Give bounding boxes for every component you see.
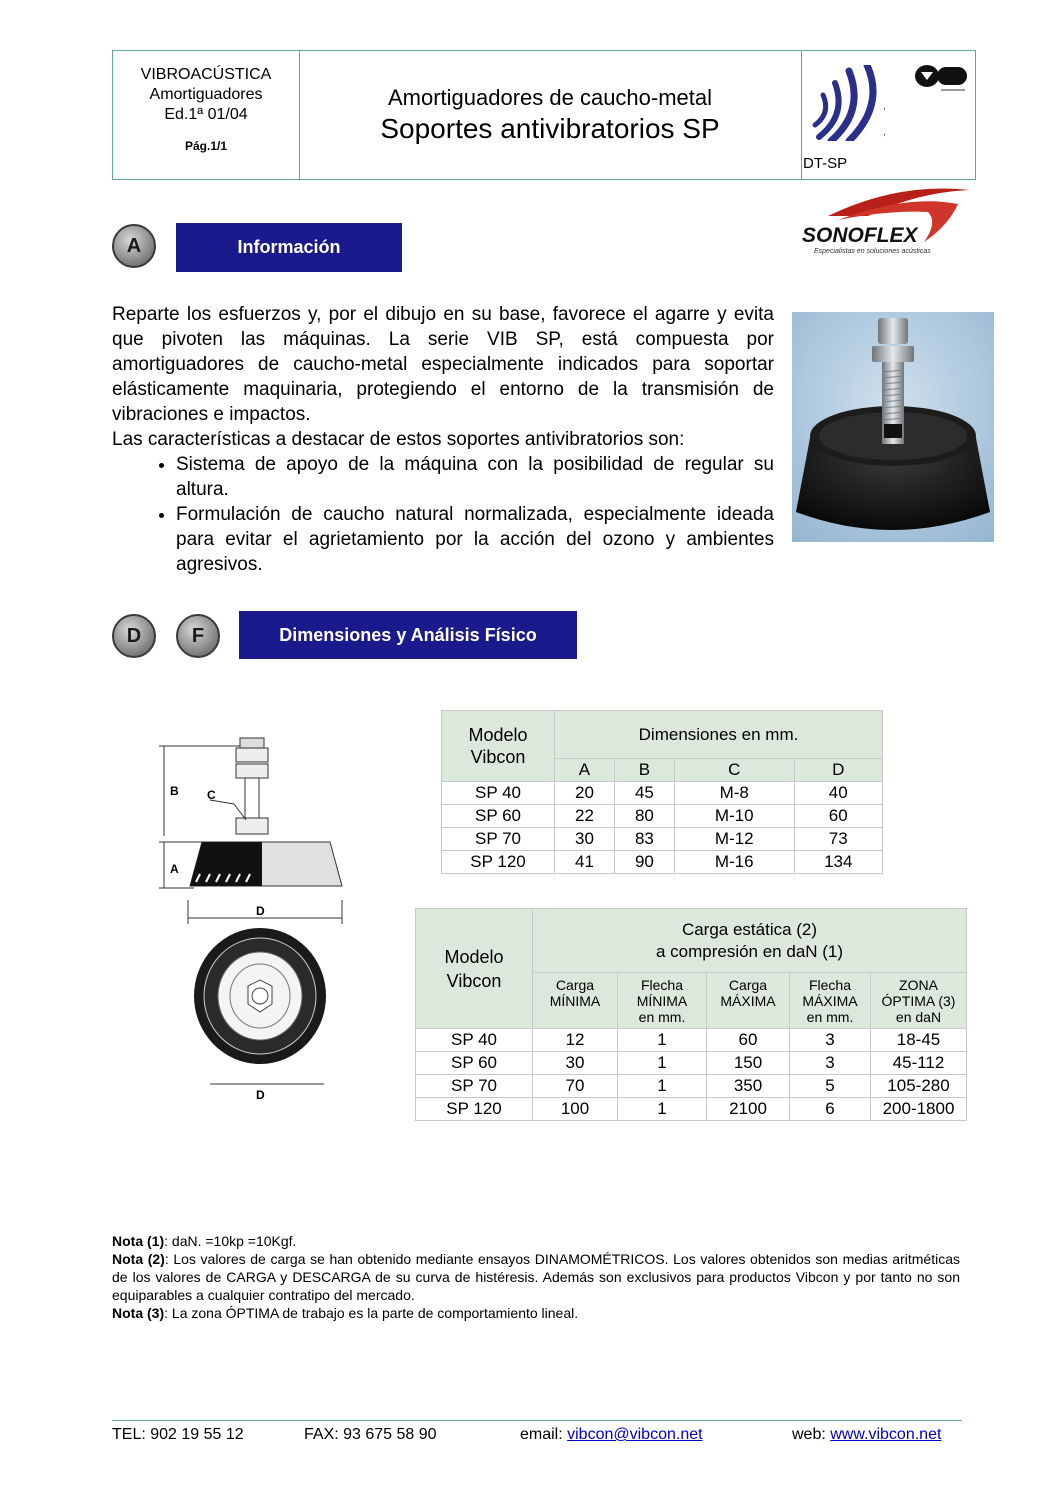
header-title-cell — [299, 51, 802, 179]
table-cell: M-8 — [674, 782, 794, 805]
note-item — [112, 1250, 960, 1304]
info-icon-letter: A — [126, 234, 142, 257]
table-cell: 1 — [618, 1098, 707, 1121]
header-title-line2: Soportes antivibratorios SP — [380, 113, 720, 144]
table-cell: 80 — [614, 805, 674, 828]
table-cell: 73 — [794, 828, 882, 851]
table-cell: 1 — [618, 1052, 707, 1075]
table-cell: 134 — [794, 851, 882, 874]
email-link[interactable]: vibcon@vibcon.net — [567, 1426, 703, 1443]
table-cell: 105-280 — [871, 1075, 967, 1098]
table-row — [416, 1098, 967, 1121]
feature-item: • Formulación de caucho natural normalizada, especialmente ideada para evitar el agrietamiento por la acción del ozono y ambientes agresivos. — [176, 502, 774, 577]
table-cell: SP 40 — [416, 1029, 533, 1052]
column-header-line: MÁXIMA — [720, 992, 776, 1009]
table-row — [416, 1029, 967, 1052]
table-cell: 22 — [555, 805, 615, 828]
dimensions-section-header — [239, 611, 577, 659]
table-cell: 30 — [533, 1052, 618, 1075]
model-header-line2: Vibcon — [446, 970, 502, 991]
column-header-line — [533, 1009, 617, 1025]
column-header: B — [614, 759, 674, 782]
technical-drawing — [154, 724, 354, 1104]
note-text: : La zona ÓPTIMA de trabajo es la parte de comportamiento lineal. — [164, 1305, 579, 1321]
notes — [112, 1232, 960, 1322]
table-cell: SP 60 — [416, 1052, 533, 1075]
note-item — [112, 1232, 960, 1250]
header-title-line1: Amortiguadores de caucho-metal — [387, 85, 713, 110]
column-header-line: Flecha — [808, 976, 852, 993]
table-cell: 40 — [794, 782, 882, 805]
model-header-line1: Modelo — [444, 946, 504, 967]
column-header-line: ZONA — [899, 976, 938, 993]
table-cell: 200-1800 — [871, 1098, 967, 1121]
feature-item: • Sistema de apoyo de la máquina con la posibilidad de regular su altura. — [176, 452, 774, 502]
info-section-label: Información — [237, 237, 341, 257]
table-row — [416, 1075, 967, 1098]
info-paragraph-2: Las características a destacar de estos soportes antivibratorios son: — [112, 429, 685, 450]
footer-tel: TEL: 902 19 55 12 — [112, 1426, 244, 1443]
header-dept: VIBROACÚSTICA — [140, 66, 272, 83]
header-page: Pág.1/1 — [184, 139, 228, 153]
model-header — [416, 909, 533, 1029]
table-cell: 1 — [618, 1075, 707, 1098]
table-cell: M-16 — [674, 851, 794, 874]
table-cell: M-10 — [674, 805, 794, 828]
table-cell: 70 — [533, 1075, 618, 1098]
table-cell: M-12 — [674, 828, 794, 851]
column-header — [871, 973, 967, 1029]
header-doc-code: DT-SP — [803, 155, 848, 172]
table-cell: 18-45 — [871, 1029, 967, 1052]
info-paragraph-1: Reparte los esfuerzos y, por el dibujo en su base, favorece el agarre y evita que pivoten las máquinas. La serie VIB SP, está compuesta por amortiguadores de caucho-metal especialmente indicados para soportar elásticamente maquinaria, protegiendo el entorno de la transmisión de vibraciones e impactos. — [112, 304, 774, 425]
svg-text:,: , — [883, 101, 886, 112]
table-cell: 350 — [707, 1075, 790, 1098]
table-cell: 6 — [790, 1098, 871, 1121]
column-header-line: Flecha — [640, 976, 684, 993]
table-row — [442, 782, 883, 805]
dimensions-section-icon — [112, 614, 156, 658]
info-text — [112, 302, 774, 577]
table-cell: 12 — [533, 1029, 618, 1052]
vibcon-logo — [809, 65, 889, 141]
table-cell: 3 — [790, 1052, 871, 1075]
table-cell: SP 40 — [442, 782, 555, 805]
dimensions-group-header: Dimensiones en mm. — [555, 711, 883, 759]
table-cell: SP 70 — [442, 828, 555, 851]
drawing-label-d-side: D — [256, 904, 265, 918]
table-cell: 1 — [618, 1029, 707, 1052]
column-header — [618, 973, 707, 1029]
table-cell: 150 — [707, 1052, 790, 1075]
column-header — [707, 973, 790, 1029]
table-cell: 60 — [794, 805, 882, 828]
footer-web — [792, 1426, 941, 1444]
model-header — [442, 711, 555, 782]
table-cell: 45 — [614, 782, 674, 805]
table-cell: 30 — [555, 828, 615, 851]
dimensions-icon-letter: D — [126, 624, 142, 647]
drawing-label-a: A — [170, 862, 179, 876]
note-text: : Los valores de carga se han obtenido mediante ensayos DINAMOMÉTRICOS. Los valores obtenidos son medias aritméticas de los valores de CARGA y DESCARGA de su curva de histéresis. Además son exclusivos para productos Vibcon y por tanto no son equiparables a cualquier contratipo del mercado. — [112, 1251, 960, 1303]
sonoflex-name: SONOFLEX — [802, 224, 918, 247]
header-edition: Ed.1ª 01/04 — [164, 106, 248, 123]
note-label: Nota (2) — [112, 1251, 165, 1267]
certification-logo — [913, 63, 969, 93]
column-header-line: MÁXIMA — [802, 992, 858, 1009]
note-label: Nota (3) — [112, 1305, 165, 1321]
table-cell: 60 — [707, 1029, 790, 1052]
footer-email — [520, 1426, 703, 1444]
drawing-label-d-bottom: D — [256, 1088, 265, 1102]
dimensions-table — [441, 710, 883, 874]
table-row — [442, 828, 883, 851]
column-header-line — [707, 1009, 789, 1025]
table-cell: 41 — [555, 851, 615, 874]
footer-email-label: email: — [520, 1426, 568, 1443]
column-header-line: en mm. — [638, 1008, 686, 1025]
info-section-icon — [112, 224, 156, 268]
table-cell: 45-112 — [871, 1052, 967, 1075]
note-label: Nota (1) — [112, 1233, 165, 1249]
info-section-header — [176, 223, 402, 272]
product-photo — [792, 312, 994, 542]
table-row — [442, 851, 883, 874]
table-cell: SP 120 — [416, 1098, 533, 1121]
table-cell: 2100 — [707, 1098, 790, 1121]
web-link[interactable]: www.vibcon.net — [830, 1426, 942, 1443]
column-header-line: en daN — [895, 1008, 942, 1025]
table-cell: 83 — [614, 828, 674, 851]
column-header — [533, 973, 618, 1029]
column-header-line: Carga — [555, 976, 595, 993]
model-header-line2: Vibcon — [470, 747, 526, 767]
column-header-line: en mm. — [806, 1008, 854, 1025]
feature-list — [112, 452, 774, 577]
table-cell: SP 60 — [442, 805, 555, 828]
table-cell: 20 — [555, 782, 615, 805]
physical-icon-letter: F — [191, 624, 205, 647]
sonoflex-tagline: Especialistas en soluciones acústicas — [814, 248, 931, 255]
footer-divider — [112, 1420, 962, 1421]
column-header-line: Carga — [728, 976, 768, 993]
table-cell: 90 — [614, 851, 674, 874]
column-header-line: MÍNIMA — [636, 992, 688, 1009]
column-header-line: MÍNIMA — [549, 992, 601, 1009]
column-header: C — [674, 759, 794, 782]
table-cell: 5 — [790, 1075, 871, 1098]
table-row — [416, 1052, 967, 1075]
footer-fax: FAX: 93 675 58 90 — [304, 1426, 437, 1443]
header-category: Amortiguadores — [149, 86, 263, 103]
model-header-line1: Modelo — [468, 725, 528, 745]
drawing-label-c: C — [207, 788, 216, 802]
table-cell: 100 — [533, 1098, 618, 1121]
table-cell: SP 120 — [442, 851, 555, 874]
load-group-header-line2: a compresión en daN (1) — [655, 941, 844, 961]
note-text: : daN. =10kp =10Kgf. — [164, 1233, 297, 1249]
physical-analysis-icon — [176, 614, 220, 658]
table-row — [442, 805, 883, 828]
table-cell: SP 70 — [416, 1075, 533, 1098]
footer-web-label: web: — [792, 1426, 831, 1443]
column-header-line: ÓPTIMA (3) — [881, 992, 956, 1009]
header-meta — [113, 51, 300, 179]
svg-text:,: , — [883, 127, 886, 138]
drawing-label-b: B — [170, 784, 179, 798]
load-table — [415, 908, 967, 1121]
column-header — [790, 973, 871, 1029]
note-item — [112, 1304, 960, 1322]
load-group-header — [533, 909, 967, 973]
document-header — [112, 50, 976, 180]
load-group-header-line1: Carga estática (2) — [681, 919, 818, 939]
column-header: D — [794, 759, 882, 782]
column-header: A — [555, 759, 615, 782]
dimensions-section-label: Dimensiones y Análisis Físico — [279, 624, 537, 645]
table-cell: 3 — [790, 1029, 871, 1052]
